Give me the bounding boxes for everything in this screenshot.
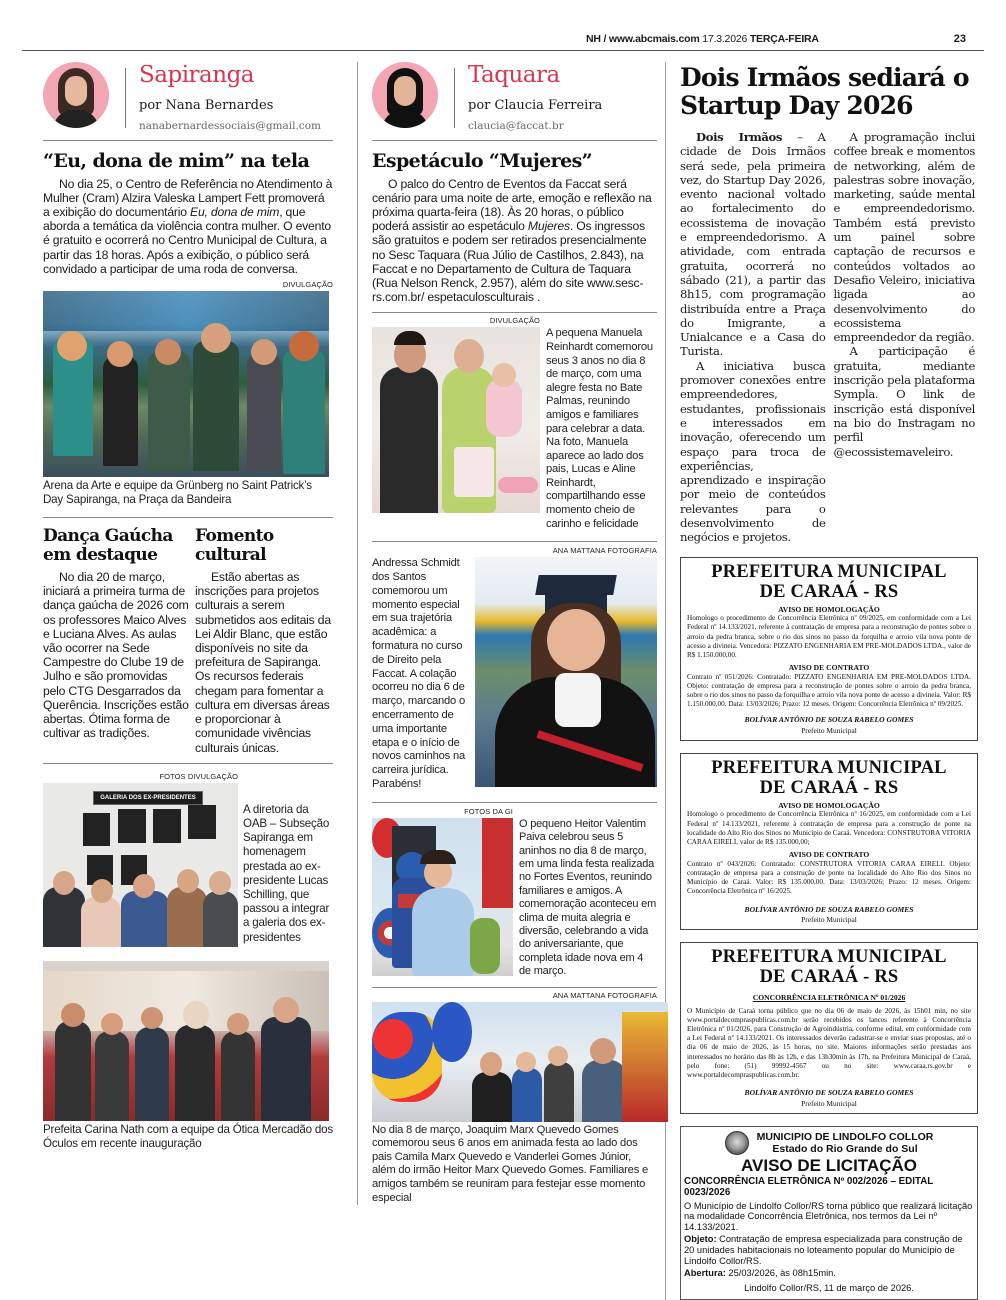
notice-signer: BOLÍVAR ANTÔNIO DE SOUZA RABELO GOMES <box>744 904 914 914</box>
section-rule <box>43 517 333 518</box>
andressa-block <box>372 557 657 792</box>
municipality-name: MUNICIPIO DE LINDOLFO COLLOR <box>756 1130 934 1143</box>
notice-section-title: AVISO DE CONTRATO <box>788 850 870 860</box>
title-italic: Mujeres <box>527 219 570 234</box>
legal-notice-caraa-1 <box>680 557 978 741</box>
column-email[interactable]: claucia@faccat.br <box>468 120 564 132</box>
notice-role: Prefeito Municipal <box>801 1098 857 1108</box>
article-fomento <box>195 527 333 754</box>
photo-manuela <box>372 327 540 513</box>
article-body-fomento <box>195 570 333 755</box>
notice-title <box>681 947 977 987</box>
notice-title-line: PREFEITURA MUNICIPAL <box>711 757 947 778</box>
oab-block <box>43 783 333 947</box>
paragraph: A participação é gratuita, mediante inscrição pela plataforma Sympla. O link de inscrição está disponível na bio do Instragam no perfil @ecossistemaveleiro. <box>833 344 975 459</box>
edital-number: CONCORRÊNCIA ELETRÔNICA Nº 002/2026 – EDITAL 0023/2026 <box>684 1175 934 1199</box>
two-brief-articles <box>43 527 333 754</box>
body-segment: No dia 20 de março, iniciará a primeira turma de dança gaúcha de 2026 com os professores Maico Alves e Luciana Alves. As aulas vão ocorrer na Sede Campestre do Clube 19 de Julho e são promovidas pelo CTG Desgarrados da Querência. Inscrições estão abertas. Ótima forma de cultivar as tradições. <box>43 570 189 741</box>
section-rule <box>372 541 657 542</box>
photo-caption: A diretoria da OAB – Subseção Sapiranga em homenagem prestada ao ex-presidente Lucas Schilling, que passou a integrar a galeria dos ex-presidentes <box>243 802 330 944</box>
photo-otica <box>43 961 329 1121</box>
columnist-header-taquara <box>372 62 657 140</box>
notice-body: Homologo o procedimento de Concorrência Eletrônica nº 09/2025, em conformidade com a Lei Federal nº 14.133/2021, referente à contratação de empresa para a reconstrução de pontes sobre o arroio da pedra branca, sobre o rio dos sinos no passo da forquilha e arroio vila nova ponte de acesso a divineia. Vencedora: PIZZATO ENGENHARIA EM PRE-MOLDADOS LTDA., valor de R$ 1.150.000,00. <box>687 614 971 659</box>
article-body <box>372 177 657 305</box>
photo-heitor <box>372 818 513 976</box>
article-danca <box>43 527 189 740</box>
notice-title-line: DE CARAÁ - RS <box>759 777 899 798</box>
notice-section-title: CONCORRÊNCIA ELETRÔNICA Nº 01/2026 <box>752 993 906 1003</box>
headline-fomento: Fomento cultural <box>195 526 274 565</box>
header-separator <box>125 68 126 128</box>
photo-caption: Andressa Schmidt dos Santos comemorou um momento especial em sua trajetória acadêmica: a formatura no curso de Direito pela Faccat. A colação ocorreu no dia 6 de março, marcando o encerramento de uma importante etapa e o início de novos caminhos na carreira jurídica. Parabéns! <box>372 557 465 790</box>
legal-notice-lindolfo-collor <box>680 1126 978 1300</box>
column-sapiranga <box>43 62 333 1151</box>
notice-title-line: PREFEITURA MUNICIPAL <box>711 561 947 582</box>
section-rule <box>43 140 333 141</box>
notice-header <box>684 1131 974 1156</box>
photo-joaquim <box>372 1002 668 1122</box>
headline-danca: Dança Gaúcha em destaque <box>43 526 173 565</box>
label: Abertura: <box>684 1268 726 1279</box>
notice-body: Homologo o procedimento de Concorrência Eletrônica nº 16/2025, em conformidade com a Lei Federal nº 14.133/2021, referente à contratação de empresa para a construção de ponte na localidade do Alto Rio dos Sinos no Município de Caraá. Vencedora: CONSTRUTORA VITORIA CARAA EIRELI, valor de R$ 135.000,00; <box>687 810 971 847</box>
notice-issuer <box>757 1131 934 1156</box>
header-separator <box>454 68 455 128</box>
notice-body: Contrato nº 051/2026: Contratado: PIZZATO ENGENHARIA EM PRE-MOLDADOS LTDA. Objeto: contratação de empresa para a reconstrução de pontes sobre o arroio da pedra branca, sobre o rio dos sinos no passo da forquilha e arroio vila nova ponte de acesso a divineia. Valor: R$ 1.150.000,00. Data: 13/03/2026; Prazo: 12 meses. Origem: Concorrência Eletrônica nº 09/2025. <box>687 672 971 709</box>
title-italic: Eu, dona de mim <box>190 204 280 219</box>
notice-title-line: DE CARAÁ - RS <box>759 967 899 988</box>
photo-caption: Arena da Arte e equipe da Grünberg no Saint Patrick’s Day Sapiranga, na Praça da Bandeira <box>43 478 312 507</box>
folio-weekday: TERÇA-FEIRA <box>749 33 819 45</box>
article-body-col1 <box>680 130 826 545</box>
photo-oab <box>43 783 238 947</box>
column-city: Sapiranga <box>139 62 255 88</box>
heitor-block <box>372 818 657 979</box>
folio-text <box>586 33 819 45</box>
notice-title-line: PREFEITURA MUNICIPAL <box>711 947 947 968</box>
paragraph: A iniciativa busca promover conexões entre empreendedores, estudantes, profissionais e interessados em inovação, oferecendo um espaço para troca de experiências, aprendizado e inspiração por meio de conteúdos relevantes para o desenvolvimento de negócios e projetos. <box>680 358 826 545</box>
body-segment: O palco do Centro de Eventos da Faccat será cenário para uma noite de arte, emoção e reflexão na próxima quarta-feira (18). Às 20 horas, o público poderá assistir ao espetáculo <box>372 176 652 234</box>
paragraph: A programação inclui coffee break e momentos de networking, além de palestras sobre inovação, marketing, saúde mental e empreendedorismo. Também está previsto um painel sobre captação de recursos e conteúdos voltados ao Desafio Veleiro, iniciativa ligada ao desenvolvimento do ecossistema empreendedor da região. <box>833 130 975 345</box>
avatar <box>372 62 438 128</box>
notice-signer: BOLÍVAR ANTÔNIO DE SOUZA RABELO GOMES <box>744 1088 914 1098</box>
headline: Espetáculo “Mujeres” <box>372 150 592 172</box>
value: Contratação de empresa especializada para construção de 20 unidades habitacionais no loteamento popular do Município de Lindolfo Collor/RS. <box>684 1234 963 1266</box>
column-byline: por Nana Bernardes <box>139 98 274 113</box>
photo-credit: FOTOS DIVULGAÇÃO <box>159 771 238 781</box>
columnist-header-sapiranga <box>43 62 333 140</box>
value: 25/03/2026, às 08h15min. <box>725 1268 836 1279</box>
section-rule <box>372 140 657 141</box>
section-rule <box>43 763 333 764</box>
photo-andressa <box>475 557 657 787</box>
photo-credit: ANA MATTANA FOTOGRAFIA <box>552 546 657 556</box>
notice-objeto <box>684 1234 974 1266</box>
headline: “Eu, dona de mim” na tela <box>43 150 310 172</box>
manuela-block <box>372 327 657 531</box>
body-segment: . Os ingressos são gratuitos e podem ser retirados presencialmente no Sesc Taquara (Rua Júlio de Castilhos, 2.843), na Faccat e no Departamento de Cultura de Taquara (Rua Nelson Renck, 2.957), além do site www.sesc-rs.com.br/ espetaculosculturais . <box>372 219 647 305</box>
article-body <box>43 177 333 276</box>
notice-abertura <box>684 1268 974 1279</box>
photo-caption: A pequena Manuela Reinhardt comemorou seus 3 anos no dia 8 de março, com uma alegre festa no Bate Palmas, reunindo amigos e familiares para celebrar a data. Na foto, Manuela aparece ao lado dos pais, Lucas e Aline Reinhardt, compartilhando esse momento cheio de carinho e felicidade <box>546 327 653 530</box>
notice-body: O Município de Caraá torna público que no dia 06 de maio de 2026, às 15h01 min, no site www.portaldecompraspublicas.com.br serão recebidos os lances referente à Concorrência Eletrônica nº 01/2026, para Construção de Agroindústria, conforme edital, em conformidade com a Lei Federal nº 14.133/2021. Os interessados deverão cadastrar-se e enviar suas propostas, até o dia 06 de maio de 2026, às 15 horas, no site. Maiores informações serão prestadas aos interessados no horário das 8h às 12h, e das 13h30min às 17h, na Prefeitura Municipal de Caraá, pelo fone: (51) 99992-4567 ou no site: www.caraa.rs.gov.br e www.portaldecompraspublicas.com.br. <box>687 1006 971 1079</box>
photo-credit: DIVULGAÇÃO <box>282 279 333 289</box>
page-folio <box>22 30 984 51</box>
page-body <box>0 51 1006 1300</box>
notice-section-title: AVISO DE CONTRATO <box>788 663 870 673</box>
notice-title-line: DE CARAÁ - RS <box>759 581 899 602</box>
article-body-col2 <box>834 130 976 459</box>
notice-date: Lindolfo Collor/RS, 11 de março de 2026. <box>744 1282 914 1293</box>
notice-title <box>681 758 977 798</box>
column-city: Taquara <box>468 62 560 88</box>
body-segment: No dia 25, o Centro de Referência no Atendimento à Mulher (Cram) Alzira Valeska Lampert Fett promoverá a exibição do documentário <box>43 176 333 219</box>
notice-section-title: AVISO DE HOMOLOGAÇÃO <box>778 800 880 810</box>
photo-caption: No dia 8 de março, Joaquim Marx Quevedo Gomes comemorou seus 6 anos em animada festa ao lado dos pais Camila Marx Quevedo e Vanderlei Gomes Júnior, além do irmão Heitor Marx Quevedo Gomes. Familiares e amigos também se reuniram para festejar esse momento especial <box>372 1123 649 1204</box>
dateline: Dois Irmãos <box>696 130 783 144</box>
publication: NH / www.abcmais.com <box>586 33 700 45</box>
photo-credit: FOTOS DA GI <box>464 806 513 816</box>
folio-date: 17.3.2026 <box>702 33 748 45</box>
legal-notice-caraa-2 <box>680 753 978 930</box>
notice-intro: O Município de Lindolfo Collor/RS torna público que realizará licitação na modalidade Concorrência Eletrônica, nos termos da Lei nº 14.133/2021. <box>684 1200 973 1232</box>
photo-caption: O pequeno Heitor Valentim Paiva celebrou seus 5 aninhos no dia 8 de março, em uma linda festa realizada no Fortes Eventos, reunindo familiares e amigos. A comemoração aconteceu em clima de muita alegria e diversão, celebrando a vida do aniversariante, que completa idade nova em 4 de março. <box>519 817 657 978</box>
section-rule <box>372 312 657 313</box>
paragraph: – A cidade de Dois Irmãos será sede, pela primeira vez, do Startup Day 2026, evento nacional voltado ao fortalecimento do ecossistema de inovação e empreendedorismo. A atividade, com entrada gratuita, ocorrerá no sábado (21), a partir das 8h15, com programação distribuída entre a Praça do Imigrante, a Unialcance e a Casa do Turista. <box>680 130 826 359</box>
avatar <box>43 62 109 128</box>
notice-body: Contrato nº 043/2026: Contratado: CONSTRUTORA VITORIA CARAA EIRELI. Objeto: contratação de empresa para a construção de ponte na localidade do Alto Rio dos Sinos no Município de Caraá. Valor: R$ 135.000,00. Data: 13/03/2026; Prazo: 12 meses. Origem: Concorrência Eletrônica nº 16/2025. <box>687 859 971 896</box>
notice-role: Prefeito Municipal <box>801 725 857 735</box>
notice-section-title: AVISO DE HOMOLOGAÇÃO <box>778 604 880 614</box>
notice-role: Prefeito Municipal <box>801 915 857 925</box>
photo-caption: Prefeita Carina Nath com a equipe da Ótica Mercadão dos Óculos em recente inauguração <box>43 1122 333 1150</box>
notice-title <box>681 562 977 602</box>
municipal-crest-icon <box>725 1131 749 1155</box>
body-segment: , que aborda a temática da violência contra mulher. O evento é gratuito e ocorrerá no Centro Municipal de Cultura, a partir das 18 horas. Após a exibição, o público será convidado a participar de uma roda de conversa. <box>43 204 331 276</box>
column-email[interactable]: nanabernardessociais@gmail.com <box>139 120 321 132</box>
article-body-danca <box>43 570 189 740</box>
body-segment: Estão abertas as inscrições para projetos culturais a serem submetidos aos editais da Lei Aldir Blanc, que estão disponíveis no site da prefeitura de Sapiranga. Os recursos federais chegam para fomentar a cultura em diversas áreas e proporcionar à comunidade vivências culturais únicas. <box>195 570 331 755</box>
article-dois-irmaos <box>680 130 975 545</box>
headline-dois-irmaos: Dois Irmãos sediará o Startup Day 2026 <box>680 63 969 120</box>
legal-notice-caraa-3 <box>680 942 978 1114</box>
photo-credit: DIVULGAÇÃO <box>489 316 540 326</box>
label: Objeto: <box>684 1234 717 1245</box>
notice-signer: BOLÍVAR ANTÔNIO DE SOUZA RABELO GOMES <box>744 715 914 725</box>
column-right <box>665 62 975 1300</box>
column-byline: por Claucia Ferreira <box>468 98 603 113</box>
page-number: 23 <box>953 33 966 45</box>
section-rule <box>372 802 657 803</box>
state-name: Estado do Rio Grande do Sul <box>772 1143 918 1156</box>
notice-title: AVISO DE LICITAÇÃO <box>741 1155 917 1175</box>
photo-credit: ANA MATTANA FOTOGRAFIA <box>552 990 657 1000</box>
photo-saint-patricks <box>43 291 329 477</box>
gallery-plaque: GALERIA DOS EX-PRESIDENTES <box>93 791 203 805</box>
column-taquara <box>357 62 657 1205</box>
section-rule <box>372 987 657 988</box>
